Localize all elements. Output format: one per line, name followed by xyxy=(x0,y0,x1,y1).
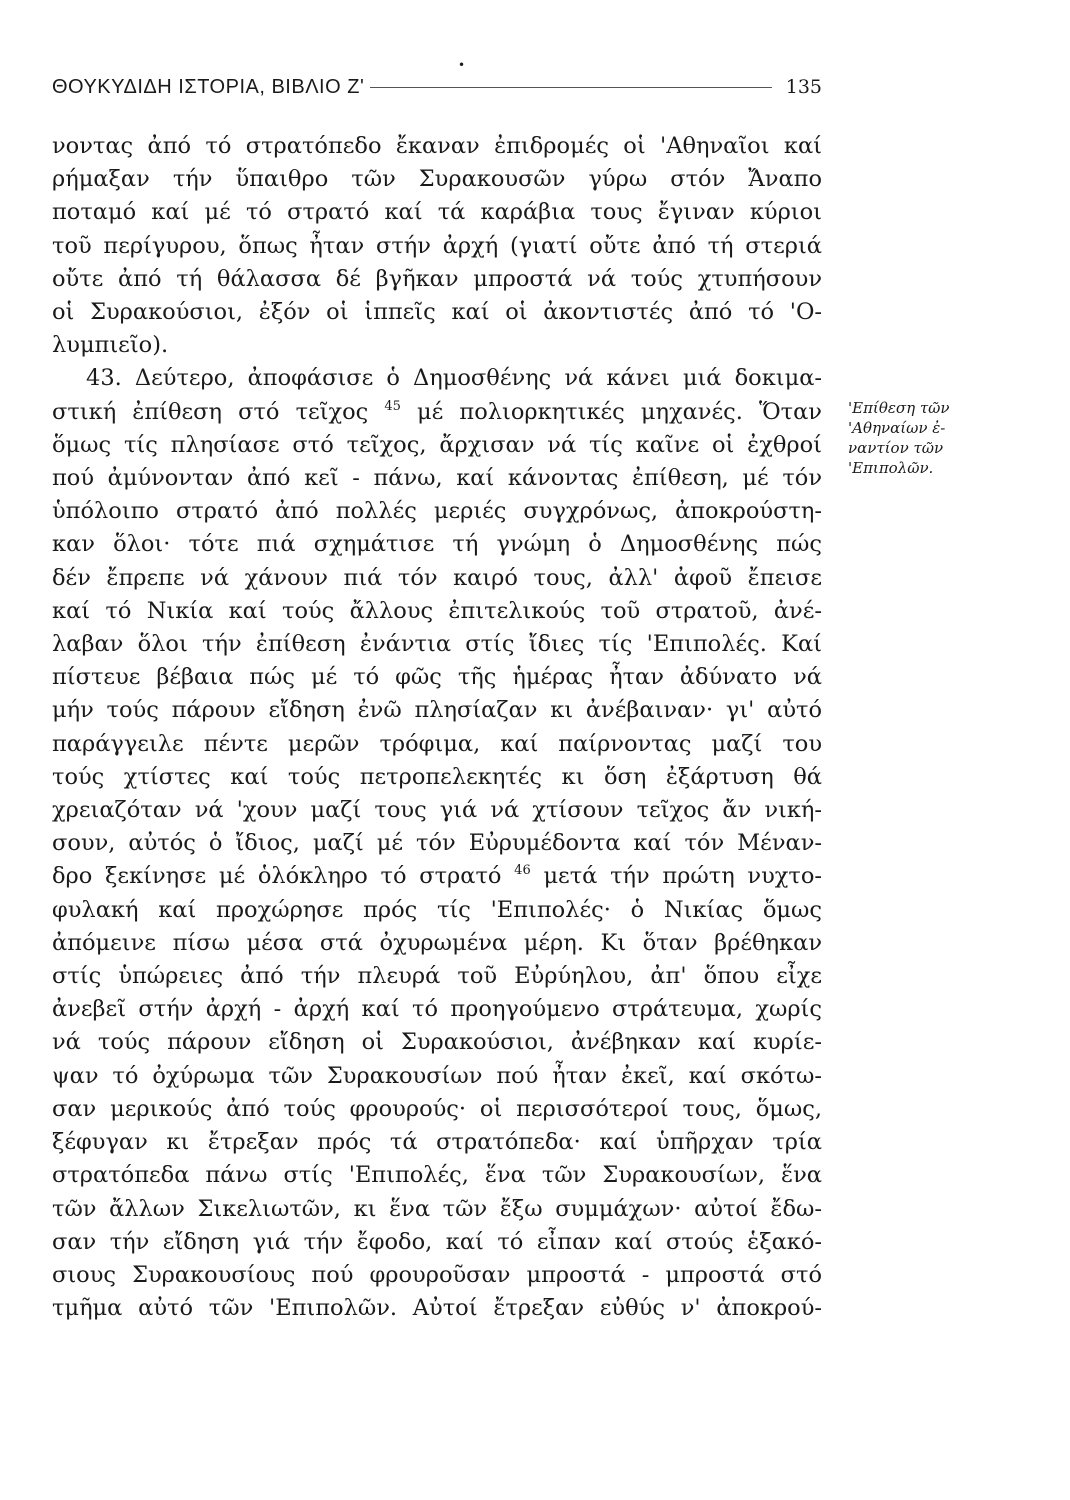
text-line: οὔτε ἀπό τή θάλασσα δέ βγῆκαν μπροστά νά τούς χτυπήσουν xyxy=(52,265,822,292)
text-line: τούς χτίστες καί τούς πετροπελεκητές κι ὅση ἐξάρτυση θά xyxy=(52,763,822,790)
text-segment: δρο ξεκίνησε μέ ὁλόκληρο τό στρατό xyxy=(52,863,502,890)
text-line: ἀνεβεῖ στήν ἀρχή - ἀρχή καί τό προηγούμενο στράτευμα, χωρίς xyxy=(52,996,822,1023)
text-line: δέν ἔπρεπε νά χάνουν πιά τόν καιρό τους, ἀλλ' ἀφοῦ ἔπεισε xyxy=(52,564,822,591)
margin-note-line: 'Επιπολῶν. xyxy=(848,459,934,477)
text-line: παράγγειλε πέντε μερῶν τρόφιμα, καί παίρνοντας μαζί του xyxy=(52,730,822,757)
text-line: νοντας ἀπό τό στρατόπεδο ἔκαναν ἐπιδρομές οἱ 'Αθηναῖοι καί xyxy=(52,133,822,159)
main-text xyxy=(52,130,822,1325)
running-title: ΘΟΥΚΥΔΙΔΗ ΙΣΤΟΡΙΑ, ΒΙΒΛΙΟ Ζ' xyxy=(52,75,365,98)
text-line: λυμπιεῖο). xyxy=(52,332,169,359)
text-segment: μέ πολιορκητικές μηχανές. Ὅταν xyxy=(417,398,822,425)
margin-note xyxy=(848,398,998,478)
text-line: σουν, αὐτός ὁ ἴδιος, μαζί μέ τόν Εὐρυμέδοντα καί τόν Μέναν- xyxy=(52,830,822,857)
page-number: 135 xyxy=(785,76,822,98)
text-line: ὅμως τίς πλησίασε στό τεῖχος, ἄρχισαν νά τίς καῖνε οἱ ἐχθροί xyxy=(52,431,822,458)
margin-note-line: 'Επίθεση τῶν xyxy=(848,399,950,417)
text-line: πίστευε βέβαια πώς μέ τό φῶς τῆς ἡμέρας ἦταν ἀδύνατο νά xyxy=(52,664,822,691)
text-line: καν ὅλοι· τότε πιά σχημάτισε τή γνώμη ὁ Δημοσθένης πώς xyxy=(52,531,822,558)
text-line: 43. Δεύτερο, ἀποφάσισε ὁ Δημοσθένης νά κάνει μιά δοκιμα- xyxy=(86,365,822,392)
text-segment: μετά τήν πρώτη νυχτο- xyxy=(543,863,822,890)
text-line: τμῆμα αὐτό τῶν 'Επιπολῶν. Αὐτοί ἔτρεξαν εὐθύς ν' ἀποκρού- xyxy=(52,1295,822,1322)
text-line: ἀπόμεινε πίσω μέσα στά ὀχυρωμένα μέρη. Κι ὅταν βρέθηκαν xyxy=(52,929,822,956)
text-line: στρατόπεδα πάνω στίς 'Επιπολές, ἕνα τῶν Συρακουσίων, ἕνα xyxy=(52,1162,822,1189)
text-segment: στική ἐπίθεση στό τεῖχος xyxy=(52,398,369,425)
text-line: σαν τήν εἴδηση γιά τήν ἔφοδο, καί τό εἶπαν καί στούς ἑξακό- xyxy=(52,1228,822,1255)
text-line: μήν τούς πάρουν εἴδηση ἐνῶ πλησίαζαν κι ἀνέβαιναν· γι' αὐτό xyxy=(52,697,822,724)
footnote-ref: 45 xyxy=(384,398,401,414)
text-line-with-footnote xyxy=(52,860,822,893)
text-line: σιους Συρακουσίους πού φρουροῦσαν μπροστά - μπροστά στό xyxy=(52,1261,822,1288)
text-line: τῶν ἄλλων Σικελιωτῶν, κι ἕνα τῶν ἔξω συμμάχων· αὐτοί ἔδω- xyxy=(52,1195,822,1222)
text-line: σαν μερικούς ἀπό τούς φρουρούς· οἱ περισσότεροί τους, ὅμως, xyxy=(52,1095,822,1122)
text-line: οἱ Συρακούσιοι, ἐξόν οἱ ἱππεῖς καί οἱ ἀκοντιστές ἀπό τό 'Ο- xyxy=(52,299,822,326)
text-line-with-footnote xyxy=(52,396,822,429)
text-line: καί τό Νικία καί τούς ἄλλους ἐπιτελικούς τοῦ στρατοῦ, ἀνέ- xyxy=(52,597,822,624)
text-line: ξέφυγαν κι ἔτρεξαν πρός τά στρατόπεδα· καί ὑπῆρχαν τρία xyxy=(52,1129,822,1156)
text-line: χρειαζόταν νά 'χουν μαζί τους γιά νά χτίσουν τεῖχος ἄν νική- xyxy=(52,797,822,824)
text-line: στίς ὑπώρειες ἀπό τήν πλευρά τοῦ Εὐρύηλου, ἀπ' ὅπου εἶχε xyxy=(52,963,822,990)
text-line: πού ἀμύνονταν ἀπό κεῖ - πάνω, καί κάνοντας ἐπίθεση, μέ τόν xyxy=(52,465,822,492)
text-line: νά τούς πάρουν εἴδηση οἱ Συρακούσιοι, ἀνέβηκαν καί κυρίε- xyxy=(52,1029,822,1056)
text-line: λαβαν ὅλοι τήν ἐπίθεση ἐνάντια στίς ἴδιες τίς 'Επιπολές. Καί xyxy=(52,631,822,658)
footnote-ref: 46 xyxy=(514,863,531,879)
text-line: ποταμό καί μέ τό στρατό καί τά καράβια τους ἔγιναν κύριοι xyxy=(52,199,822,226)
header-rule xyxy=(370,87,771,88)
margin-note-line: 'Αθηναίων ἐ- xyxy=(848,419,946,437)
text-line: ρήμαξαν τήν ὕπαιθρο τῶν Συρακουσῶν γύρω στόν Ἄναπο xyxy=(52,166,822,193)
text-line: φυλακή καί προχώρησε πρός τίς 'Επιπολές· ὁ Νικίας ὅμως xyxy=(52,896,822,923)
margin-note-line: ναντίον τῶν xyxy=(848,439,944,457)
text-line: ψαν τό ὀχύρωμα τῶν Συρακουσίων πού ἦταν ἐκεῖ, καί σκότω- xyxy=(52,1062,822,1089)
running-header xyxy=(52,72,822,102)
text-line: ὑπόλοιπο στρατό ἀπό πολλές μεριές συγχρόνως, ἀποκρούστη- xyxy=(52,498,822,525)
top-mark: • xyxy=(458,58,466,72)
text-line: τοῦ περίγυρου, ὅπως ἦταν στήν ἀρχή (γιατί οὔτε ἀπό τή στεριά xyxy=(52,232,822,259)
